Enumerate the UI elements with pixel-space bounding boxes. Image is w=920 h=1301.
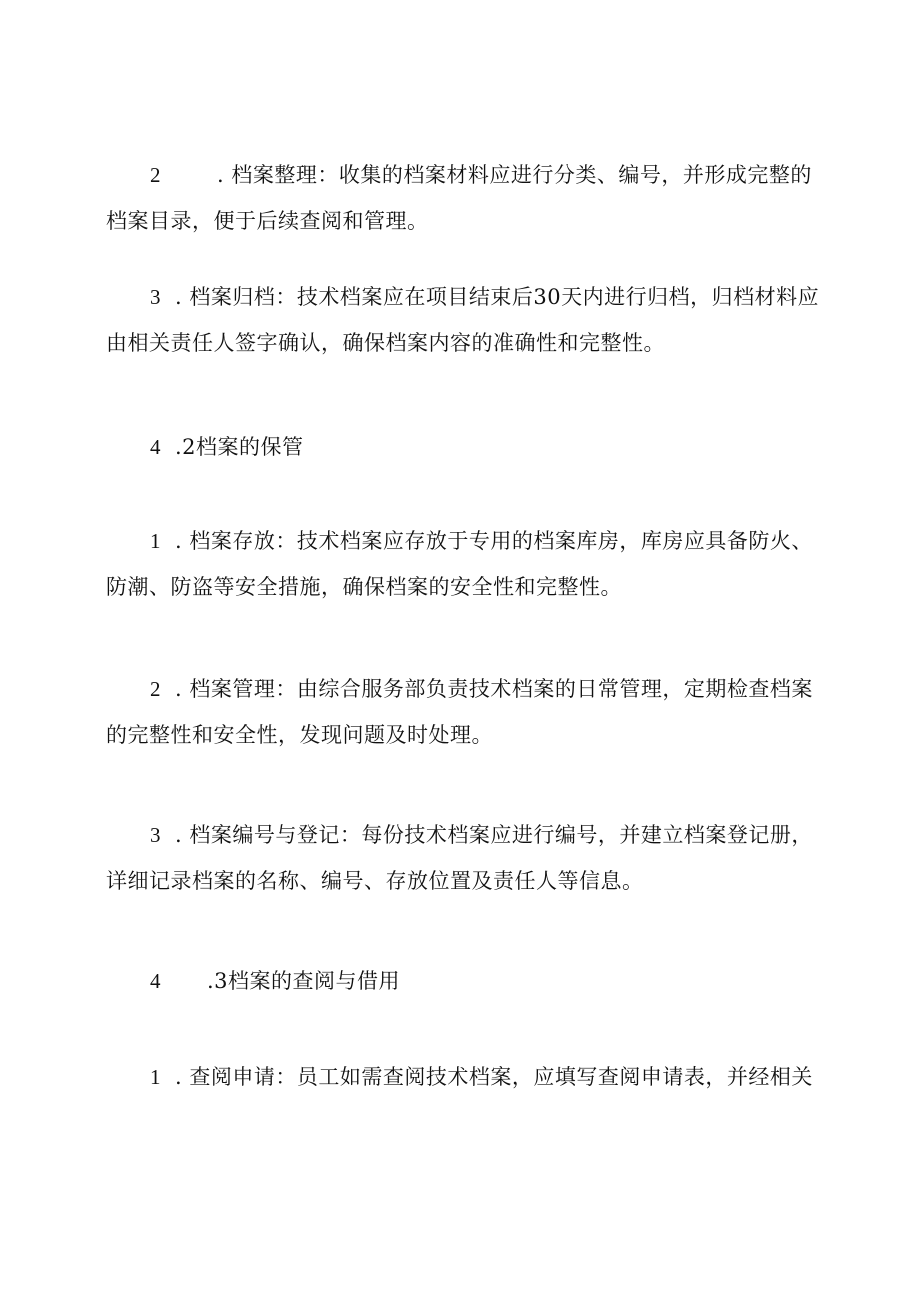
section-heading-archive-storage bbox=[106, 424, 820, 470]
paragraph-line: 防潮、防盗等安全措施，确保档案的安全性和完整性。 bbox=[106, 575, 622, 599]
paragraph-archive-filing bbox=[106, 274, 820, 366]
paragraph-line: . 档案整理：收集的档案材料应进行分类、编号，并形成完整的 bbox=[217, 163, 812, 187]
paragraph-line: 档案目录，便于后续查阅和管理。 bbox=[106, 209, 429, 233]
item-number: 2 bbox=[150, 677, 161, 701]
item-number: 3 bbox=[150, 823, 161, 847]
paragraph-line: 详细记录档案的名称、编号、存放位置及责任人等信息。 bbox=[106, 869, 644, 893]
paragraph-line: 的完整性和安全性，发现问题及时处理。 bbox=[106, 723, 493, 747]
paragraph-line: . 查阅申请：员工如需查阅技术档案，应填写查阅申请表，并经相关 bbox=[175, 1065, 813, 1089]
paragraph-archive-management bbox=[106, 666, 820, 758]
paragraph-line: 由相关责任人签字确认，确保档案内容的准确性和完整性。 bbox=[106, 331, 665, 355]
item-number: 4 bbox=[150, 435, 161, 459]
paragraph-line: . 档案管理：由综合服务部负责技术档案的日常管理，定期检查档案 bbox=[175, 677, 813, 701]
item-number: 1 bbox=[150, 1065, 161, 1089]
heading-text: .2档案的保管 bbox=[175, 435, 304, 459]
item-number: 1 bbox=[150, 529, 161, 553]
paragraph-archive-organizing bbox=[106, 152, 820, 244]
item-number: 3 bbox=[150, 285, 161, 309]
heading-text: .3档案的查阅与借用 bbox=[207, 969, 401, 993]
paragraph-archive-numbering bbox=[106, 812, 820, 904]
paragraph-archive-placement bbox=[106, 518, 820, 610]
paragraph-line: . 档案存放：技术档案应存放于专用的档案库房，库房应具备防火、 bbox=[175, 529, 813, 553]
item-number: 4 bbox=[150, 969, 161, 993]
item-number: 2 bbox=[150, 163, 161, 187]
paragraph-line: . 档案编号与登记：每份技术档案应进行编号，并建立档案登记册， bbox=[175, 823, 813, 847]
paragraph-line: . 档案归档：技术档案应在项目结束后30天内进行归档，归档材料应 bbox=[175, 285, 820, 309]
paragraph-access-request bbox=[106, 1054, 820, 1100]
section-heading-archive-access bbox=[106, 958, 820, 1004]
